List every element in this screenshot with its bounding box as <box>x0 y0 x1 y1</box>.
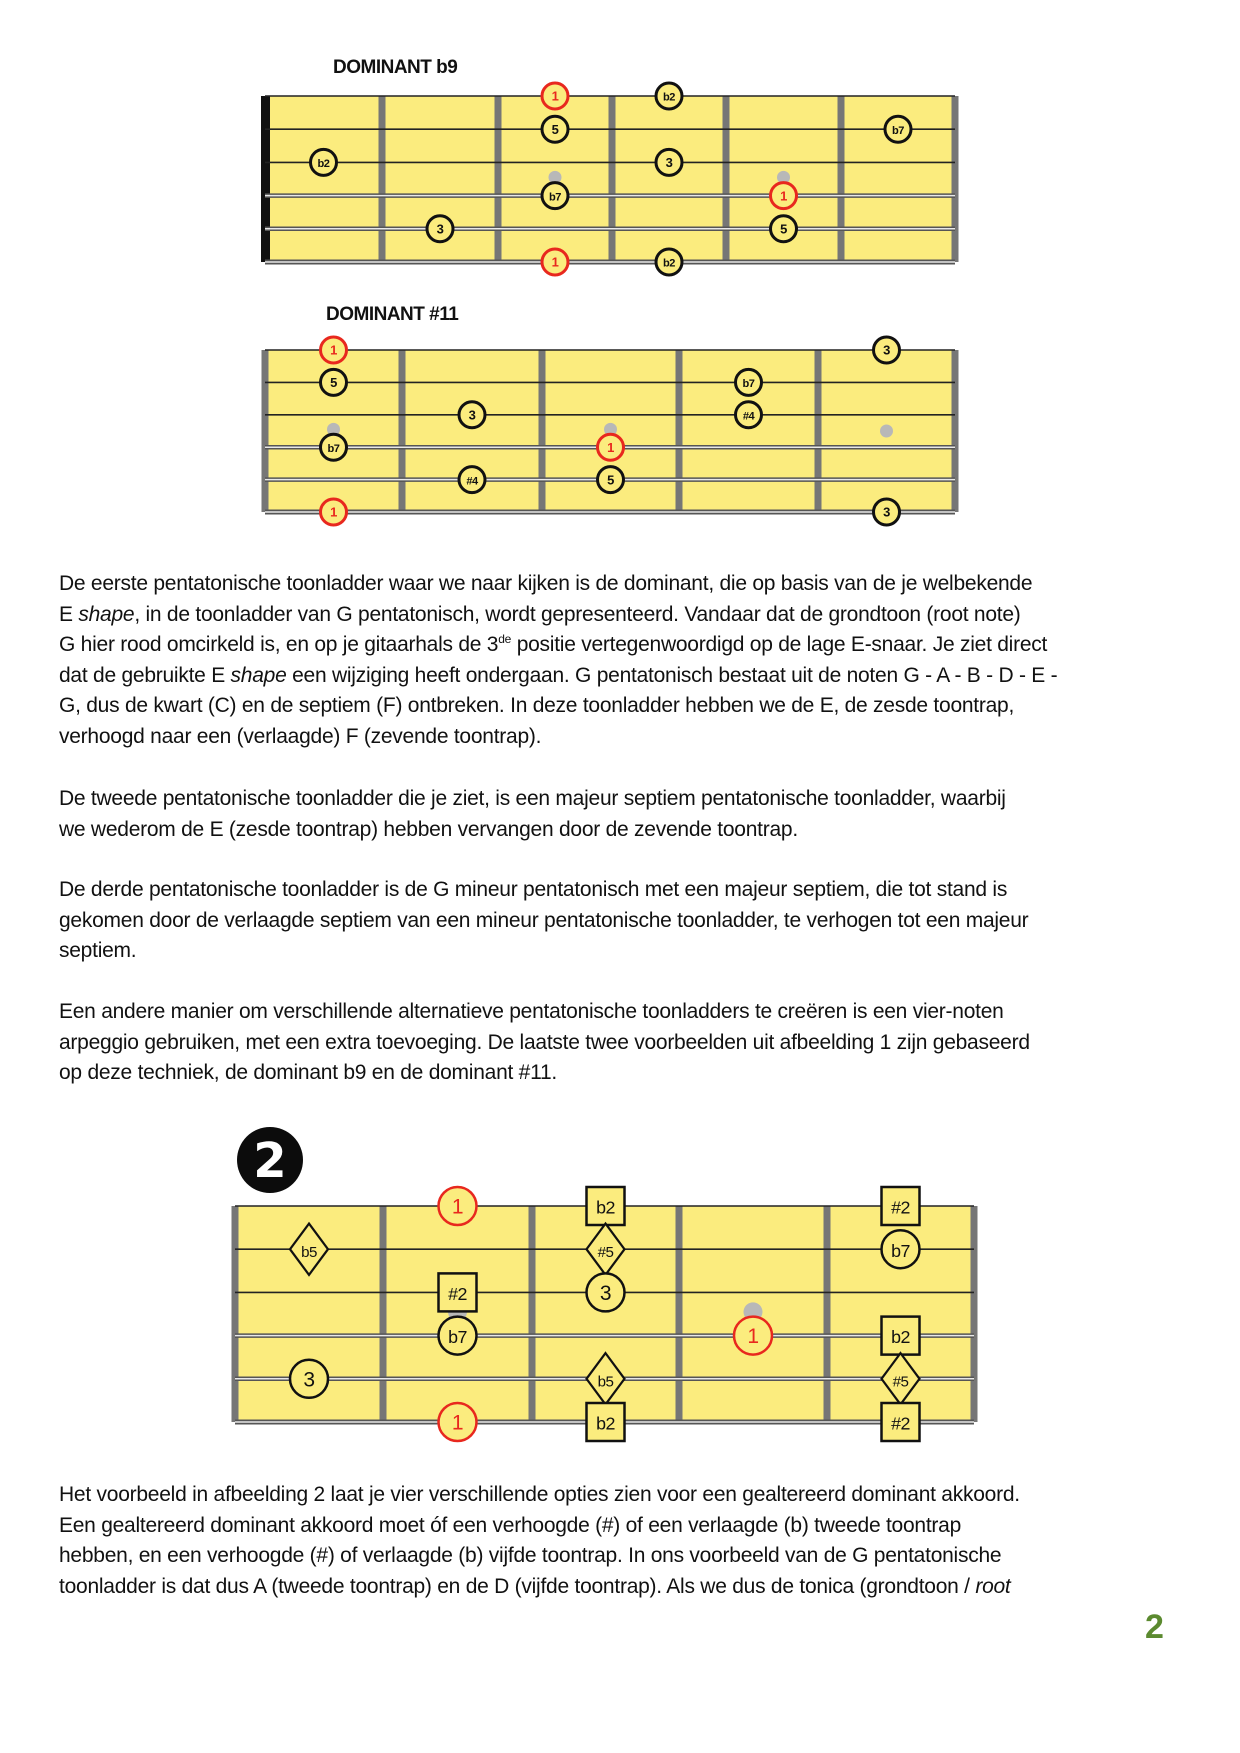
text-segment: G, dus de kwart (C) en de septiem (F) ontbreken. In deze toonladder hebben we de E, de zesde toontrap, <box>59 694 1015 717</box>
text-line <box>59 906 1028 937</box>
note-label: #2 <box>891 1413 910 1434</box>
figure-number-badge <box>237 1127 303 1193</box>
paragraph-3 <box>59 875 1028 967</box>
note-label: 1 <box>607 439 614 455</box>
note-label: #5 <box>892 1373 909 1391</box>
note-circle <box>439 1403 477 1441</box>
note-square <box>882 1187 920 1225</box>
note-label: b2 <box>596 1197 615 1218</box>
fret <box>723 96 730 262</box>
fret <box>609 96 616 262</box>
text-segment: G hier rood omcirkeld is, en op je gitaarhals de 3 <box>59 633 499 656</box>
note-label: 3 <box>468 407 476 423</box>
note-circle <box>321 434 347 460</box>
fret <box>952 96 959 262</box>
note-square <box>587 1403 625 1441</box>
note-label: b2 <box>663 91 675 104</box>
note-label: 3 <box>883 342 890 358</box>
note-circle <box>734 1317 772 1355</box>
note-label: #4 <box>742 410 755 423</box>
text-line <box>59 1058 1030 1089</box>
note-label: b2 <box>317 158 330 171</box>
note-label: 1 <box>780 188 787 204</box>
text-segment: een wijziging heeft ondergaan. G pentatonisch bestaat uit de noten G - A - B - D - E - <box>286 663 1058 687</box>
note-label: 1 <box>551 254 559 270</box>
paragraph-2 <box>59 784 1006 845</box>
note-label: 3 <box>665 155 673 171</box>
note-label: 1 <box>330 504 337 520</box>
note-label: 3 <box>599 1281 612 1305</box>
nut <box>261 96 270 262</box>
note-circle <box>439 1317 477 1355</box>
note-circle <box>736 369 762 395</box>
note-circle <box>427 216 453 242</box>
note-label: b7 <box>327 442 340 455</box>
fretboard-diagram-1 <box>261 83 959 275</box>
note-circle <box>656 249 682 275</box>
note-label: 1 <box>451 1411 464 1435</box>
note-label: b2 <box>663 257 675 270</box>
page-number: 2 <box>1145 1608 1164 1646</box>
note-label: 1 <box>330 342 337 358</box>
note-label: 3 <box>436 221 444 237</box>
fret-marker-dot <box>880 425 893 438</box>
text-line <box>59 875 1028 906</box>
text-segment: dat de gebruikte E <box>59 663 231 687</box>
text-line <box>59 630 1057 661</box>
text-segment: E <box>59 602 79 626</box>
text-segment: Het voorbeeld in afbeelding 2 laat je vier verschillende opties zien voor een gealtereerd dominant akkoord. <box>59 1483 1020 1506</box>
note-label: b2 <box>596 1413 615 1434</box>
fret <box>380 1206 387 1422</box>
fret <box>824 1206 831 1422</box>
note-circle <box>656 83 682 109</box>
note-circle <box>736 402 762 428</box>
note-circle <box>771 183 797 209</box>
note-circle <box>874 337 900 363</box>
text-line <box>59 661 1057 692</box>
fret <box>676 1206 683 1422</box>
note-label: #5 <box>597 1243 614 1261</box>
fret <box>379 96 386 262</box>
note-circle <box>874 499 900 525</box>
note-label: 3 <box>883 504 890 520</box>
fret <box>815 350 822 512</box>
text-segment: septiem. <box>59 939 137 962</box>
note-square <box>587 1187 625 1225</box>
badge-number: 2 <box>253 1133 287 1189</box>
note-circle <box>598 467 624 493</box>
paragraph-5 <box>59 1480 1020 1602</box>
note-label: 3 <box>303 1368 315 1392</box>
note-label: b5 <box>597 1373 614 1391</box>
note-circle <box>321 337 347 363</box>
note-label: 1 <box>747 1325 759 1349</box>
fretboard-diagram-3 <box>232 1187 978 1441</box>
note-square <box>439 1273 477 1311</box>
note-label: b7 <box>549 191 561 204</box>
text-line <box>59 722 1057 753</box>
fret <box>676 350 683 512</box>
text-line <box>59 1028 1030 1059</box>
text-line <box>59 997 1030 1028</box>
note-label: #2 <box>448 1283 467 1304</box>
text-segment: shape <box>78 602 135 626</box>
text-line <box>59 815 1006 846</box>
note-label: b7 <box>448 1327 467 1348</box>
text-segment: verhoogd naar een (verlaagde) F (zevende toontrap). <box>59 724 542 748</box>
note-label: b7 <box>892 124 904 137</box>
fret <box>495 96 502 262</box>
text-segment: gekomen door de verlaagde septiem van een mineur pentatonische toonladder, te verhogen tot een majeur <box>59 908 1029 932</box>
text-segment: De tweede pentatonische toonladder die je ziet, is een majeur septiem pentatonische toonladder, waarbij <box>59 787 1006 810</box>
note-label: 1 <box>451 1195 464 1219</box>
text-segment: De eerste pentatonische toonladder waar we naar kijken is de dominant, die op basis van de je welbekende <box>59 572 1033 595</box>
note-square <box>882 1403 920 1441</box>
note-label: #2 <box>891 1197 910 1218</box>
text-segment: hebben, en een verhoogde (#) of verlaagde (b) vijfde toontrap. In ons voorbeeld van de G pentatonische <box>59 1544 1002 1567</box>
note-label: b5 <box>301 1243 317 1261</box>
note-circle <box>459 467 485 493</box>
note-circle <box>439 1187 477 1225</box>
text-segment: Een gealtereerd dominant akkoord moet óf een verhoogde (#) of een verlaagde (b) tweede toontrap <box>59 1513 962 1537</box>
text-line <box>59 1480 1020 1511</box>
text-segment: we wederom de E (zesde toontrap) hebben vervangen door de zevende toontrap. <box>59 817 798 841</box>
note-label: #4 <box>466 475 478 488</box>
note-circle <box>771 216 797 242</box>
note-circle <box>542 183 568 209</box>
text-segment: shape <box>230 663 287 687</box>
note-circle <box>290 1360 328 1398</box>
text-segment: De derde pentatonische toonladder is de G mineur pentatonisch met een majeur septiem, die tot stand is <box>59 878 1008 901</box>
text-line <box>59 1541 1020 1572</box>
note-label: 1 <box>551 88 559 104</box>
text-line <box>59 1572 1020 1603</box>
note-circle <box>321 369 347 395</box>
text-segment: , in de toonladder van G pentatonisch, wordt gepresenteerd. Vandaar dat de grondtoon (root note) <box>134 602 1021 626</box>
note-circle <box>542 249 568 275</box>
note-label: b2 <box>891 1327 910 1348</box>
text-line <box>59 569 1057 600</box>
note-label: 5 <box>551 121 559 137</box>
note-circle <box>882 1230 920 1268</box>
paragraph-4 <box>59 997 1030 1089</box>
note-circle <box>587 1273 625 1311</box>
text-line <box>59 936 1028 967</box>
fret <box>529 1206 536 1422</box>
text-segment: Een andere manier om verschillende alternatieve pentatonische toonladders te creëren is een vier-noten <box>59 1000 1004 1023</box>
note-square <box>882 1317 920 1355</box>
note-circle <box>656 149 682 175</box>
text-segment: positie vertegenwoordigd op de lage E-snaar. Je ziet direct <box>511 633 1048 656</box>
note-circle <box>321 499 347 525</box>
note-label: b7 <box>891 1240 910 1261</box>
note-circle <box>598 434 624 460</box>
note-circle <box>885 116 911 142</box>
diagram-title-dominant-sharp11: DOMINANT #11 <box>326 304 459 325</box>
note-label: 5 <box>607 472 614 488</box>
note-circle <box>459 402 485 428</box>
fret <box>952 350 959 512</box>
note-circle <box>311 149 337 175</box>
text-line <box>59 600 1057 631</box>
paragraph-1 <box>59 569 1057 752</box>
fret <box>539 350 546 512</box>
fret <box>232 1206 239 1422</box>
text-line <box>59 691 1057 722</box>
diagram-title-dominant-b9: DOMINANT b9 <box>333 57 458 78</box>
note-circle <box>542 116 568 142</box>
text-line <box>59 1511 1020 1542</box>
note-label: 5 <box>780 221 787 237</box>
text-segment: op deze techniek, de dominant b9 en de dominant #11. <box>59 1061 557 1084</box>
text-segment: arpeggio gebruiken, met een extra toevoeging. De laatste twee voorbeelden uit afbeelding 1 zijn gebaseerd <box>59 1030 1030 1054</box>
fret <box>262 350 269 512</box>
fret <box>971 1206 978 1422</box>
fret <box>399 350 406 512</box>
note-circle <box>542 83 568 109</box>
text-line <box>59 784 1006 815</box>
note-label: b7 <box>742 378 755 391</box>
fretboard-diagram-2 <box>262 337 959 525</box>
text-segment: de <box>498 632 512 646</box>
text-segment: toonladder is dat dus A (tweede toontrap) en de D (vijfde toontrap). Als we dus de tonica (grondtoon / <box>59 1574 976 1598</box>
text-segment: root <box>975 1574 1011 1598</box>
note-label: 5 <box>330 375 337 391</box>
fret <box>838 96 845 262</box>
